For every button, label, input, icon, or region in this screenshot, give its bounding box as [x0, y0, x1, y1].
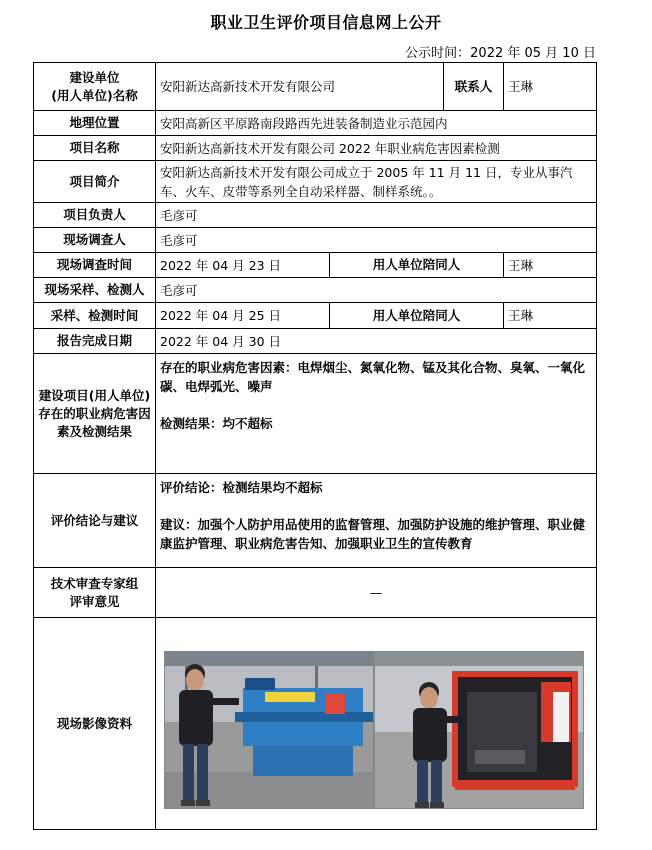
label-conclusion: 评价结论与建议	[34, 474, 156, 568]
value-unit: 安阳新达高新技术开发有限公司	[156, 63, 444, 111]
label-sampler: 现场采样、检测人	[34, 278, 156, 303]
value-intro: 安阳新达高新技术开发有限公司成立于 2005 年 11 月 11 日，专业从事汽车、火车、皮带等系列全自动采样器、制样系统。。	[156, 161, 597, 203]
row-hazards	[34, 354, 597, 474]
label-sample-time: 采样、检测时间	[34, 303, 156, 329]
value-location: 安阳高新区平原路南段路西先进装备制造业示范园内	[156, 111, 597, 136]
row-intro	[34, 161, 597, 203]
row-location	[34, 111, 597, 136]
value-sample-escort: 王琳	[504, 303, 597, 329]
value-leader: 毛彦可	[156, 203, 597, 228]
row-leader	[34, 203, 597, 228]
label-hazards: 建设项目(用人单位)存在的职业病危害因素及检测结果	[34, 354, 156, 474]
row-sample-time	[34, 303, 597, 329]
row-conclusion	[34, 474, 597, 568]
conclusion-text: 评价结论：检测结果均不超标	[160, 480, 323, 495]
value-project-name: 安阳新达高新技术开发有限公司 2022 年职业病危害因素检测	[156, 136, 597, 161]
label-report-date: 报告完成日期	[34, 329, 156, 354]
site-photo-2-image	[375, 652, 583, 808]
value-hazards	[156, 354, 597, 474]
label-project-name: 项目名称	[34, 136, 156, 161]
value-contact: 王琳	[504, 63, 597, 111]
label-survey-time: 现场调查时间	[34, 253, 156, 278]
hazard-factors-text: 存在的职业病危害因素：电焊烟尘、氮氧化物、锰及其化合物、臭氧、一氧化碳、电焊弧光、噪声	[160, 360, 586, 394]
site-photo-1	[164, 651, 374, 809]
label-contact: 联系人	[444, 63, 504, 111]
value-survey-time: 2022 年 04 月 23 日	[156, 253, 330, 278]
site-photo-1-image	[165, 652, 373, 808]
value-expert: —	[156, 568, 597, 618]
label-leader: 项目负责人	[34, 203, 156, 228]
publish-date: 公示时间：2022 年 05 月 10 日	[405, 46, 596, 61]
row-sampler	[34, 278, 597, 303]
row-expert	[34, 568, 597, 618]
value-sampler: 毛彦可	[156, 278, 597, 303]
label-expert: 技术审查专家组 评审意见	[34, 568, 156, 618]
value-sample-time: 2022 年 04 月 25 日	[156, 303, 330, 329]
row-project-name	[34, 136, 597, 161]
detection-result-text: 检测结果：均不超标	[160, 416, 273, 431]
label-survey-escort: 用人单位陪同人	[330, 253, 504, 278]
value-conclusion	[156, 474, 597, 568]
advice-text: 建议：加强个人防护用品使用的监督管理、加强防护设施的维护管理、职业健康监护管理、职业病危害告知、加强职业卫生的宣传教育	[160, 517, 586, 551]
label-investigator: 现场调查人	[34, 228, 156, 253]
label-photos: 现场影像资料	[34, 618, 156, 830]
label-location: 地理位置	[34, 111, 156, 136]
site-photo-2	[374, 651, 584, 809]
value-survey-escort: 王琳	[504, 253, 597, 278]
label-intro: 项目简介	[34, 161, 156, 203]
label-unit: 建设单位 (用人单位)名称	[34, 63, 156, 111]
row-report-date	[34, 329, 597, 354]
row-investigator	[34, 228, 597, 253]
value-investigator: 毛彦可	[156, 228, 597, 253]
label-sample-escort: 用人单位陪同人	[330, 303, 504, 329]
page-title: 职业卫生评价项目信息网上公开	[210, 13, 442, 32]
value-report-date: 2022 年 04 月 30 日	[156, 329, 597, 354]
row-survey-time	[34, 253, 597, 278]
row-unit	[34, 63, 597, 111]
